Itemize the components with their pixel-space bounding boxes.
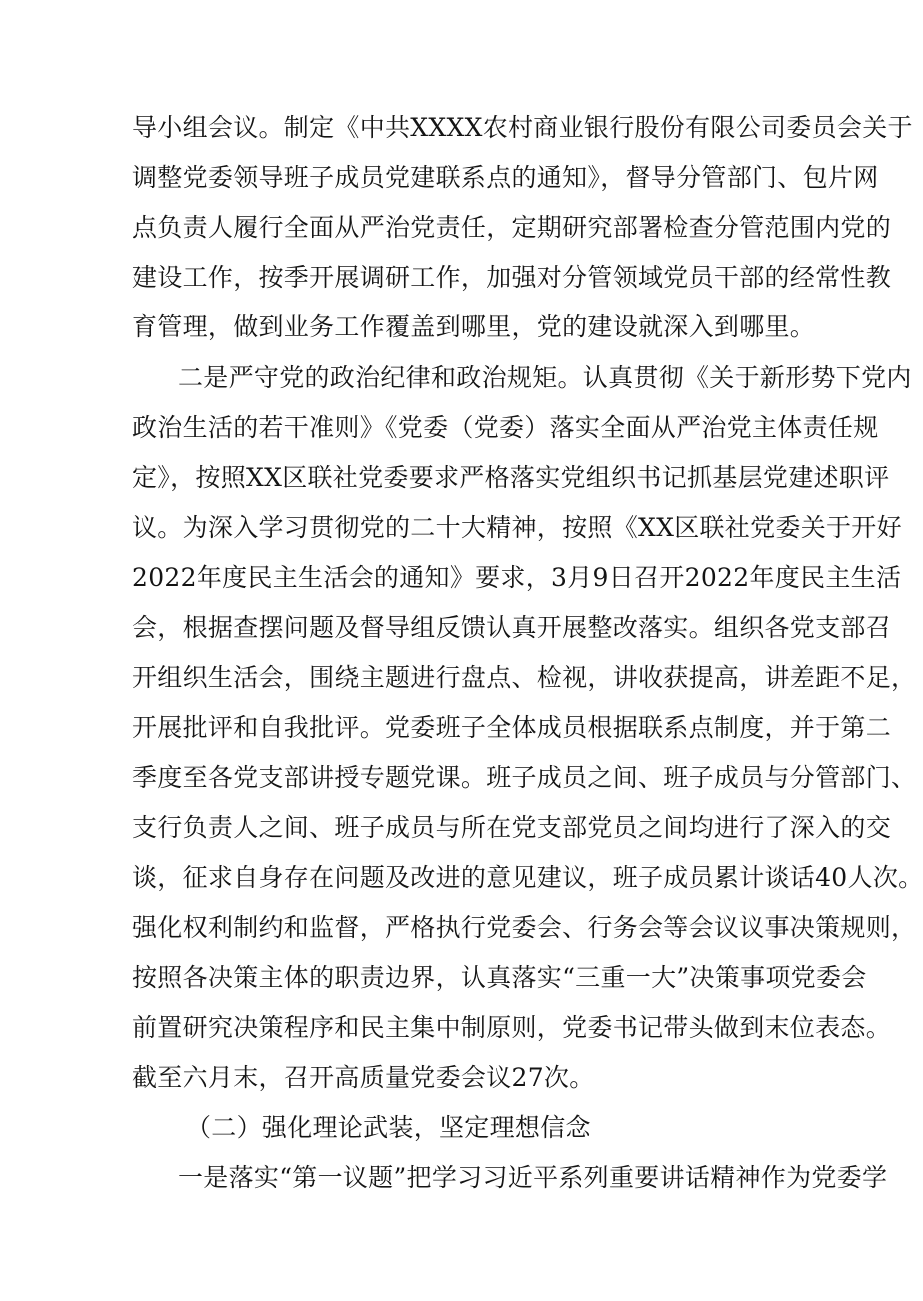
section-heading: （二）强化理论武装，坚定理想信念 <box>186 1113 591 1142</box>
text-line: 强化权利制约和监督，严格执行党委会、行务会等会议议事决策规则， <box>132 913 917 942</box>
text-line: 建设工作，按季开展调研工作，加强对分管领域党员干部的经常性教 <box>132 263 892 292</box>
text-line: 按照各决策主体的职责边界，认真落实“三重一大”决策事项党委会 <box>132 963 867 992</box>
text-line: 会，根据查摆问题及督导组反馈认真开展整改落实。组织各党支部召 <box>132 613 892 642</box>
text-line: 季度至各党支部讲授专题党课。班子成员之间、班子成员与分管部门、 <box>132 763 917 792</box>
paragraph-first-line: 一是落实“第一议题”把学习习近平系列重要讲话精神作为党委学 <box>178 1163 888 1192</box>
text-line: 议。为深入学习贯彻党的二十大精神，按照《XX区联社党委关于开好 <box>132 513 902 542</box>
text-line: 前置研究决策程序和民主集中制原则，党委书记带头做到末位表态。 <box>132 1013 892 1042</box>
text-line: 育管理，做到业务工作覆盖到哪里，党的建设就深入到哪里。 <box>132 312 816 341</box>
text-line: 开展批评和自我批评。党委班子全体成员根据联系点制度，并于第二 <box>132 713 892 742</box>
paragraph-first-line: 二是严守党的政治纪律和政治规矩。认真贯彻《关于新形势下党内 <box>178 363 912 392</box>
text-line: 开组织生活会，围绕主题进行盘点、检视，讲收获提高，讲差距不足， <box>132 663 917 692</box>
text-line: 政治生活的若干准则》《党委（党委）落实全面从严治党主体责任规 <box>132 413 879 442</box>
text-line: 截至六月末，召开高质量党委会议27次。 <box>132 1063 595 1092</box>
text-line: 支行负责人之间、班子成员与所在党支部党员之间均进行了深入的交 <box>132 813 892 842</box>
text-line: 导小组会议。制定《中共XXXX农村商业银行股份有限公司委员会关于 <box>132 113 913 142</box>
text-line: 谈，征求自身存在问题及改进的意见建议，班子成员累计谈话40人次。 <box>132 863 923 892</box>
text-line: 调整党委领导班子成员党建联系点的通知》，督导分管部门、包片网 <box>132 163 879 192</box>
text-line: 点负责人履行全面从严治党责任，定期研究部署检查分管范围内党的 <box>132 213 892 242</box>
text-line: 定》，按照XX区联社党委要求严格落实党组织书记抓基层党建述职评 <box>132 463 890 492</box>
text-line: 2022年度民主生活会的通知》要求，3月9日召开2022年度民主生活 <box>132 563 902 592</box>
